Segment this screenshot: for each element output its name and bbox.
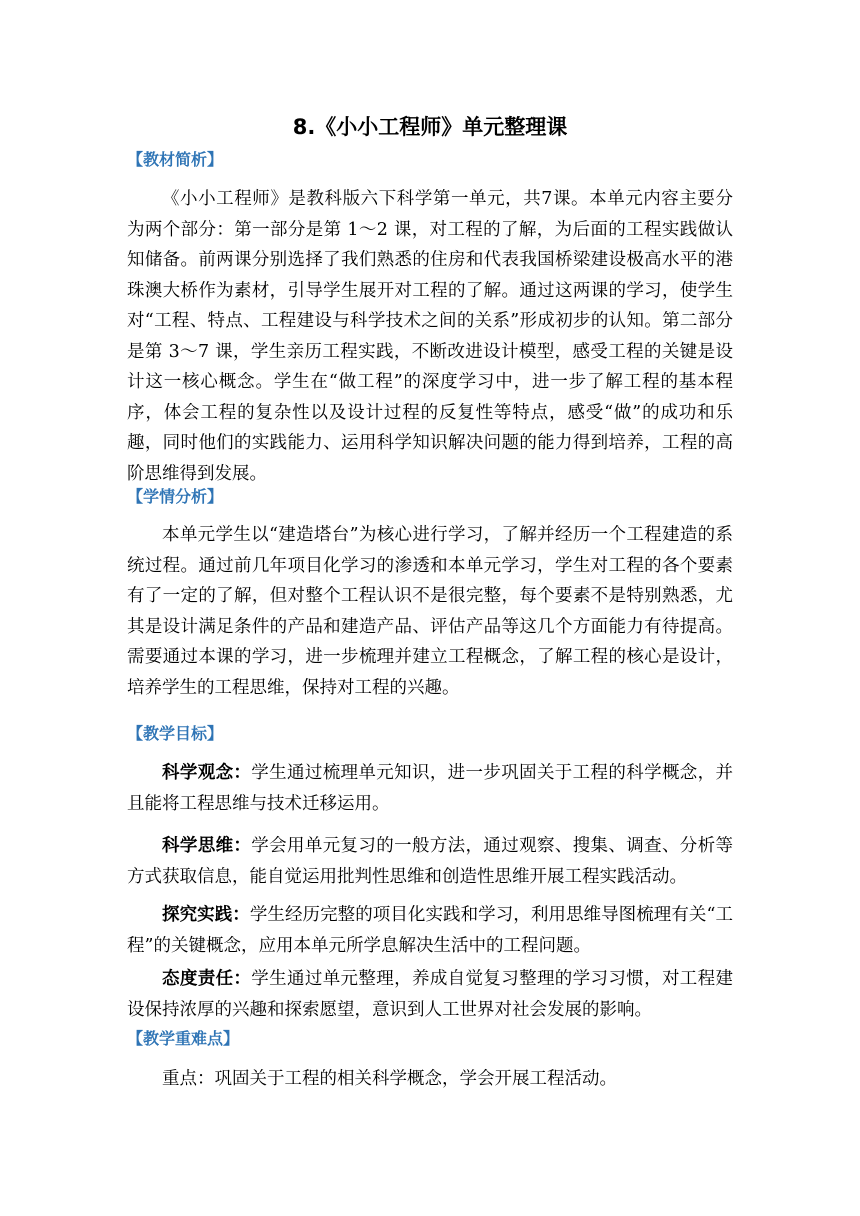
goal-item-science-concept — [127, 758, 733, 819]
goal-label: 科学观念： — [162, 763, 252, 783]
document-title: 8.《小小工程师》单元整理课 — [292, 115, 568, 139]
goal-text: 学生通过单元整理，养成自觉复习整理的学习习惯，对工程建设保持浓厚的兴趣和探索愿望，意识到人工世界对社会发展的影响。 — [127, 969, 734, 1020]
key-points-paragraph: 重点：巩固关于工程的相关科学概念，学会开展工程活动。 — [162, 1069, 617, 1089]
section-heading-textbook-analysis: 【教材简析】 — [127, 150, 224, 169]
goal-item-inquiry-practice — [127, 900, 733, 961]
goal-item-science-thinking — [127, 831, 733, 892]
goal-text: 学会用单元复习的一般方法，通过观察、搜集、调查、分析等方式获取信息，能自觉运用批判性思维和创造性思维开展工程实践活动。 — [127, 836, 734, 887]
goal-item-attitude-responsibility — [127, 964, 733, 1025]
student-analysis-paragraph: 本单元学生以“建造塔台”为核心进行学习，了解并经历一个工程建造的系统过程。通过前几年项目化学习的渗透和本单元学习，学生对工程的各个要素有了一定的了解，但对整个工程认识不是很完整，每个要素不是特别熟悉，尤其是设计满足条件的产品和建造产品、评估产品等这几个方面能力有待提高。需要通过本课的学习，进一步梳理并建立工程概念，了解工程的核心是设计，培养学生的工程思维，保持对工程的兴趣。 — [127, 525, 733, 698]
goal-label: 科学思维： — [162, 836, 252, 856]
goal-text: 学生经历完整的项目化实践和学习，利用思维导图梳理有关“工程”的关键概念，应用本单元所学息解决生活中的工程问题。 — [127, 905, 733, 956]
section-heading-key-points: 【教学重难点】 — [127, 1029, 240, 1048]
goal-label: 态度责任： — [162, 969, 252, 989]
textbook-analysis-paragraph: 《小小工程师》是教科版六下科学第一单元，共7课。本单元内容主要分为两个部分：第一部分是第 1～2 课，对工程的了解，为后面的工程实践做认知储备。前两课分别选择了我们熟悉的住房和代表我国桥梁建设极高水平的港珠澳大桥作为素材，引导学生展开对工程的了解。通过这两课的学习，使学生对“工程、特点、工程建设与科学技术之间的关系”形成初步的认知。第二部分是第 3～7 课，学生亲历工程实践，不断改进设计模型，感受工程的关键是设计这一核心概念。学生在“做工程”的深度学习中，进一步了解工程的基本程序，体会工程的复杂性以及设计过程的反复性等特点，感受“做”的成功和乐趣，同时他们的实践能力、运用科学知识解决问题的能力得到培养，工程的高阶思维得到发展。 — [127, 189, 733, 484]
goal-label: 探究实践： — [162, 905, 250, 925]
goal-text: 学生通过梳理单元知识，进一步巩固关于工程的科学概念，并且能将工程思维与技术迁移运用。 — [127, 763, 734, 814]
section-heading-student-analysis: 【学情分析】 — [127, 487, 224, 506]
section-heading-teaching-goals: 【教学目标】 — [127, 724, 224, 743]
